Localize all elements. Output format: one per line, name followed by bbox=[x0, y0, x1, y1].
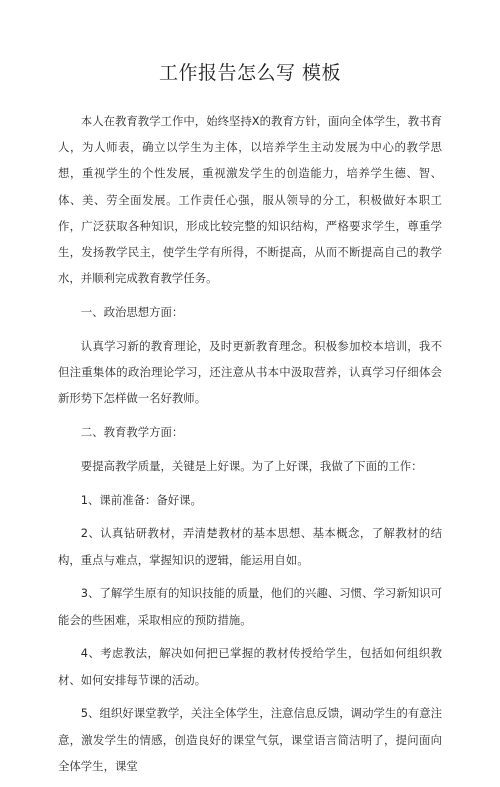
list-item-3: 3、了解学生原有的知识技能的质量，他们的兴趣、习惯、学习新知识可能会的些困难，采取相应的预防措施。 bbox=[58, 586, 442, 627]
paragraph-political: 认真学习新的教育理论，及时更新教育理念。积极参加校本培训，我不但注重集体的政治理论学习，还注意从书本中汲取营养，认真学习仔细体会新形势下怎样做一名好教师。 bbox=[58, 338, 442, 406]
list-item-4: 4、考虑教法，解决如何把已掌握的教材传授给学生，包括如何组织教材、如何安排每节课的活动。 bbox=[58, 646, 442, 687]
paragraph-teaching-intro: 要提高教学质量，关键是上好课。为了上好课，我做了下面的工作： bbox=[80, 458, 423, 473]
section-heading-political: 一、政治思想方面： bbox=[80, 305, 184, 320]
section-heading-teaching: 二、教育教学方面： bbox=[80, 425, 184, 440]
list-item-5: 5、组织好课堂教学，关注全体学生，注意信息反馈，调动学生的有意注意，激发学生的情感，创造良好的课堂气氛，课堂语言简洁明了，提问面向全体学生，课堂 bbox=[58, 706, 442, 773]
page-title: 工作报告怎么写 模板 bbox=[158, 62, 342, 84]
paragraph-intro: 本人在教育教学工作中，始终坚持X的教育方针，面向全体学生，教书育人，为人师表，确立以学生为主体，以培养学生主动发展为中心的教学思想，重视学生的个性发展，重视激发学生的创造能力，培养学生德、智、体、美、劳全面发展。工作责任心强，服从领导的分工，积极做好本职工作，广泛获取各种知识，形成比较完整的知识结构，严格要求学生，尊重学生，发扬教学民主，使学生学有所得，不断提高，从而不断提高自己的教学水，并顺利完成教育教学任务。 bbox=[58, 114, 442, 286]
document-body bbox=[58, 108, 442, 787]
list-item-1: 1、课前准备：备好课。 bbox=[80, 492, 202, 507]
list-item-2: 2、认真钻研教材，弄清楚教材的基本思想、基本概念，了解教材的结构，重点与难点，掌握知识的逻辑，能运用自如。 bbox=[58, 526, 442, 567]
